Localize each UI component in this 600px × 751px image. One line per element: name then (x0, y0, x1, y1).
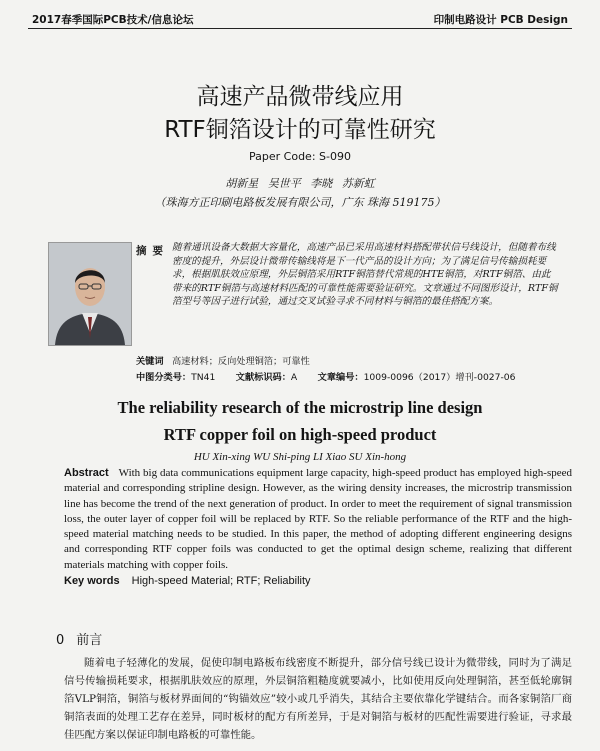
running-header-left: 2017春季国际PCB技术/信息论坛 (32, 14, 194, 26)
english-abstract (64, 466, 572, 573)
section-number: 0 (56, 633, 65, 648)
header-rule (28, 28, 572, 29)
paper-code: Paper Code: S-090 (249, 150, 351, 163)
english-keywords-text: High-speed Material; RTF; Reliability (131, 575, 311, 587)
author-photo (48, 242, 132, 346)
intro-paragraph: 随着电子轻薄化的发展，促使印制电路板布线密度不断提升，部分信号线已设计为微带线，同时为了满足信号传输损耗要求，根据肌肤效应的原理，外层铜箔粗糙度就要减小，比如使用反向处理铜箔，甚至低轮廓铜箔VLP铜箔，铜箔与板材界面间的“钩锚效应”较小或几乎消失，其结合主要依靠化学键结合。而各家铜箔厂商铜箔表面的处理工艺存在差异，同时板材的配方有所差异，于是对铜箔与板材的匹配性需要进行验证，寻求最佳匹配方案以保证印制电路板的可靠性能。 (64, 657, 572, 741)
clc-label: 中图分类号： (136, 372, 192, 383)
english-keywords-label: Key words (64, 575, 120, 587)
chinese-title-line-2: RTF铜箔设计的可靠性研究 (164, 117, 436, 143)
english-title-line-1: The reliability research of the microstrip line design (117, 398, 483, 417)
article-number-value: 1009-0096（2017）增刊-0027-06 (363, 372, 516, 383)
doc-code-label: 文献标识码： (235, 372, 291, 383)
chinese-keywords-label: 关键词 (136, 356, 164, 367)
english-abstract-text: With big data communications equipment large capacity, high-speed product has employed high-speed material and corresponding stripline design. However, as the wiring density increases, the microstrip transmission line has become the trend of the next generation of product. In order to meet the requirement of signal transmission loss, the outer layer of copper foil will be replaced by RTF. So the reliable performance of the RTF and the high-speed material matching needs to be studied. In this paper, the method of adopting different engineering designs and corresponding RTF copper foils was conducted to get the optimal design scheme, realizing that different materials matching with copper foils. (64, 467, 572, 571)
english-keywords (64, 575, 311, 587)
clc-value: TN41 (191, 372, 216, 383)
author-portrait-icon (49, 243, 131, 345)
doc-code-value: A (290, 372, 298, 383)
running-header-right: 印制电路设计 PCB Design (433, 14, 568, 26)
classification-row (136, 369, 516, 383)
chinese-title-line-1: 高速产品微带线应用 (196, 84, 404, 110)
chinese-affiliation: （珠海方正印刷电路板发展有限公司，广东 珠海 519175） (154, 196, 446, 209)
english-abstract-label: Abstract (64, 467, 109, 479)
english-authors: HU Xin-xing WU Shi-ping LI Xiao SU Xin-hong (193, 451, 407, 463)
chinese-keywords: 高速材料；反向处理铜箔；可靠性 (172, 356, 310, 367)
chinese-abstract-label: 摘要 (136, 245, 169, 257)
english-title-line-2: RTF copper foil on high-speed product (163, 425, 437, 444)
chinese-authors: 胡新星 吴世平 李晓 苏新虹 (225, 177, 375, 190)
section-title: 前言 (76, 633, 103, 648)
article-number-label: 文章编号： (317, 372, 364, 383)
chinese-abstract: 随着通讯设备大数据大容量化，高速产品已采用高速材料搭配带状信号线设计，但随着布线密度的提升，外层设计微带传输线将是下一代产品的设计方向；为了满足信号传输损耗要求，根据肌肤效应原理，外层铜箔采用RTF铜箔替代常规的HTE铜箔，对RTF铜箔、由此带来的RTF铜箔与高速材料匹配的可靠性能需要验证研究。文章通过不同图形设计，RTF铜箔型号等因子进行试验，通过交叉试验寻求不同材料与铜箔的最佳搭配方案。 (172, 242, 558, 308)
section-heading (56, 629, 102, 648)
